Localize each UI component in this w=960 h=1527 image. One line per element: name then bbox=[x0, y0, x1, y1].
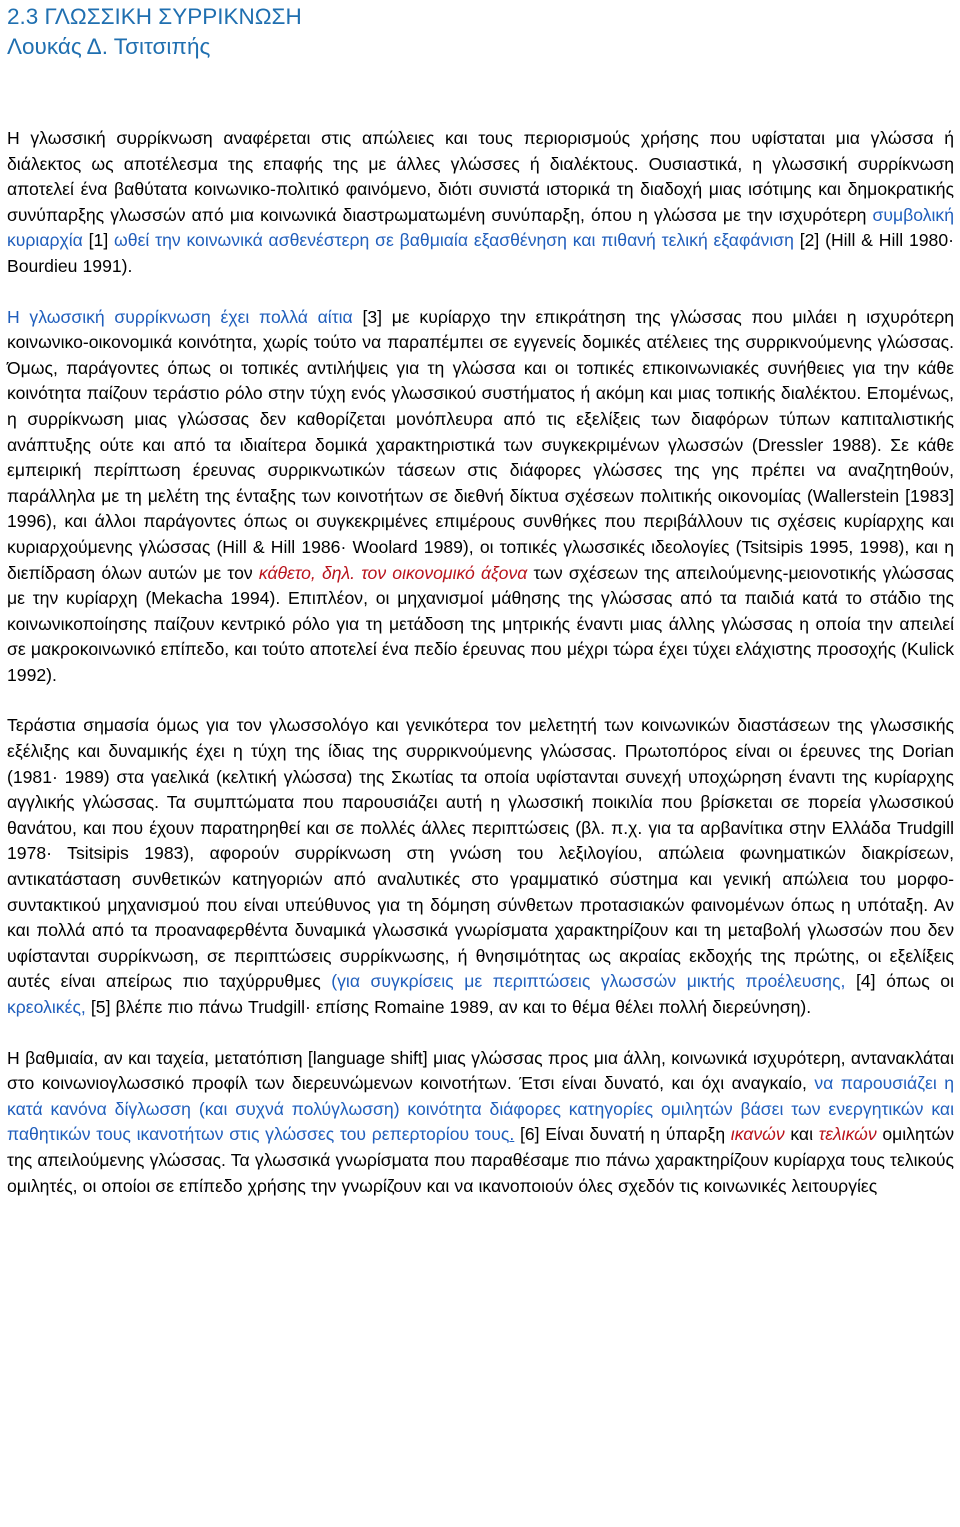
p2-text-1: με κυρίαρχο την επικράτηση της γλώσσας που μιλάει η ισχυρότερη κοινωνικο-οικονομικά κοινότητα, χωρίς τούτο να παραπέμπει σε εγγενείς δομικές ατέλειες της συρρικνούμενης γλώσσας. Όμως, παράγοντες όπως οι τοπικές αντιλήψεις για τη γλώσσα και οι τοπικές επικοινωνιακές συνήθειες για την κάθε κοινότητα παίζουν τεράστιο ρόλο στην τύχη ενός γλωσσικού συστήματος ή ακόμη και μιας τοπικής διαλέκτου. Επομένως, η συρρίκνωση μιας γλώσσας δεν καθορίζεται μονόπλευρα από τις εξελίξεις των διαφόρων τύπων καπιταλιστικής ανάπτυξης ούτε και από τα ιδιαίτερα δομικά χαρακτηριστικά των συγκεκριμένων γλωσσών (Dressler 1988). Σε κάθε εμπειρική περίπτωση έρευνας συρρικνωτικών τάσεων στις διάφορες γλώσσες της γης πρέπει να αναζητηθούν, παράλληλα με τη μελέτη της ένταξης των κοινοτήτων σε διεθνή δίκτυα σχέσεων πολιτικής οικονομίας (Wallerstein [1983] 1996), και άλλοι παράγοντες όπως οι συγκεκριμένες επιμέρους συνθήκες που περιβάλλουν τις σχέσεις κυρίαρχης και κυριαρχούμενης γλώσσας (Hill & Hill 1986· Woolard 1989), οι τοπικές γλωσσικές ιδεολογίες (Tsitsipis 1995, 1998), και η διεπίδραση όλων αυτών με τον bbox=[7, 306, 954, 583]
link-gradual-weakening[interactable]: ωθεί την κοινωνικά ασθενέστερη σε βαθμιαία εξασθένηση και πιθανή τελική εξαφάνιση bbox=[114, 230, 794, 251]
footnote-ref-3[interactable]: [3] bbox=[352, 306, 392, 327]
italic-final: τελικών bbox=[818, 1124, 877, 1145]
link-many-causes[interactable]: Η γλωσσική συρρίκνωση έχει πολλά αίτια bbox=[7, 306, 353, 327]
paragraph-3 bbox=[7, 713, 954, 1020]
paragraph-4 bbox=[7, 1046, 954, 1200]
paragraph-2 bbox=[7, 305, 954, 689]
footnote-ref-4[interactable]: [4] όπως οι bbox=[845, 971, 954, 992]
link-mixed-origin-languages[interactable]: (για συγκρίσεις με περιπτώσεις γλωσσών μικτής προέλευσης, bbox=[331, 971, 846, 992]
section-title: 2.3 ΓΛΩΣΣΙΚΗ ΣΥΡΡΙΚΝΩΣΗ bbox=[7, 4, 302, 29]
italic-vertical-axis: κάθετο, δηλ. τον οικονομικό άξονα bbox=[258, 562, 528, 583]
footnote-ref-1[interactable]: [1] bbox=[82, 230, 115, 251]
p3-text: Τεράστια σημασία όμως για τον γλωσσολόγο και γενικότερα τον μελετητή των κοινωνικών διαστάσεων της γλωσσικής εξέλιξης και δυναμικής έχει η τύχη της ίδιας της συρρικνούμενης γλώσσας. Πρωτοπόρος είναι οι έρευνες της Dorian (1981· 1989) στα γαελικά (κελτική γλώσσα) της Σκωτίας τα οποία υφίστανται συνεχή υποχώρηση έναντι της κυρίαρχης αγγλικής γλώσσας. Τα συμπτώματα που παρουσιάζει αυτή η γλωσσική ποικιλία που βρίσκεται σε πορεία γλωσσικού θανάτου, και που έχουν παρατηρηθεί και σε πολλές άλλες περιπτώσεις (βλ. π.χ. για τα αρβανίτικα στην Ελλάδα Trudgill 1978· Tsitsipis 1983), αφορούν συρρίκνωση στη γνώση του λεξιλογίου, απώλεια φωνηματικών διακρίσεων, αντικατάσταση συνθετικών κατηγοριών από αναλυτικές στο γραμματικό σύστημα και γενική απώλεια του μορφο-συντακτικού μηχανισμού που είναι υπεύθυνος για τη δόμηση σύνθετων προτασιακών φαινομένων όπως η υπόταξη. Αν και πολλά από τα προαναφερθέντα δυναμικά γλωσσικά γνωρίσματα χαρακτηρίζουν και τη μεταβολή γλωσσών που δεν υφίστανται συρρίκνωση, σε περιπτώσεις συρρίκνωσης, ή θνησιμότητας ως ακραίας εκδοχής της πρώτης, οι εξελίξεις αυτές είναι απείρως πιο ταχύρρυθμες bbox=[7, 715, 954, 992]
p1-text: Η γλωσσική συρρίκνωση αναφέρεται στις απώλειες και τους περιορισμούς χρήσης που υφίσταται μια γλώσσα ή διάλεκτος ως αποτέλεσμα της επαφής της με άλλες γλώσσες ή διαλέκτους. Ουσιαστικά, η γλωσσική συρρίκνωση αποτελεί ένα βαθύτατα κοινωνικο-πολιτικό φαινόμενο, διότι συνιστά ιστορικά τη διαδοχή μιας ισότιμης και δημοκρατικής συνύπαρξης γλωσσών από μια κοινωνικά διαστρωματωμένη συνύπαρξη, όπου η γλώσσα με την ισχυρότερη bbox=[7, 128, 954, 225]
link-speaker-categories-dot[interactable]: . bbox=[509, 1124, 515, 1145]
italic-capable: ικανών bbox=[730, 1124, 785, 1145]
p1-end: [2] (Hill & Hill 1980· Bourdieu 1991). bbox=[7, 230, 954, 276]
link-symbolic-dominance[interactable]: συμβολική κυριαρχία bbox=[7, 204, 954, 251]
p3-end: [5] βλέπε πιο πάνω Trudgill· επίσης Romaine 1989, αν και το θέμα θέλει πολλή διερεύνηση). bbox=[85, 997, 812, 1017]
p4-text-1: Η βαθμιαία, αν και ταχεία, μετατόπιση [language shift] μιας γλώσσας προς μια άλλη, κοινωνικά ισχυρότερη, αντανακλάται στο κοινωνιογλωσσικό προφίλ των διερευνώμενων κοινοτήτων. Έτσι είναι δυνατό, και όχι αναγκαίο, bbox=[7, 1047, 954, 1094]
p4-text-4: ομιλητών της απειλούμενης γλώσσας. Τα γλωσσικά γνωρίσματα που παραθέσαμε πιο πάνω χαρακτηρίζουν κυρίαρχα τους τελικούς ομιλητές, οι οποίοι σε επίπεδο χρήσης την γνωρίζουν και να ικανοποιούν όλες σχεδόν τις κοινωνικές λειτουργίες bbox=[7, 1124, 954, 1196]
link-creoles[interactable]: κρεολικές, bbox=[7, 997, 86, 1017]
p2-text-2: των σχέσεων της απειλούμενης-μειονοτικής γλώσσας με την κυρίαρχη (Mekacha 1994). Επιπλέον, οι μηχανισμοί μάθησης της γλώσσας από τα παιδιά κατά το στάδιο της κοινωνικοποίησης παίζουν κεντρικό ρόλο για τη μετάδοση της μητρικής έναντι μιας άλλης γλώσσας η οποία την απειλεί σε μακροκοινωνικό επίπεδο, και τούτο αποτελεί ένα πεδίο έρευνας που μέχρι τώρα έχει τύχει ελάχιστης προσοχής (Kulick 1992). bbox=[7, 562, 955, 685]
paragraph-1 bbox=[7, 126, 954, 280]
p4-text-2: [6] Είναι δυνατή η ύπαρξη bbox=[514, 1124, 731, 1145]
author-name: Λουκάς Δ. Τσιτσιπής bbox=[7, 34, 211, 59]
p4-text-3: και bbox=[784, 1124, 819, 1145]
link-speaker-categories[interactable]: να παρουσιάζει η κατά κανόνα δίγλωσση (και συχνά πολύγλωσση) κοινότητα διάφορες κατηγορίες ομιλητών βάσει των ενεργητικών και παθητικών τους ικανοτήτων στις γλώσσες του ρεπερτορίου τους bbox=[7, 1073, 954, 1145]
